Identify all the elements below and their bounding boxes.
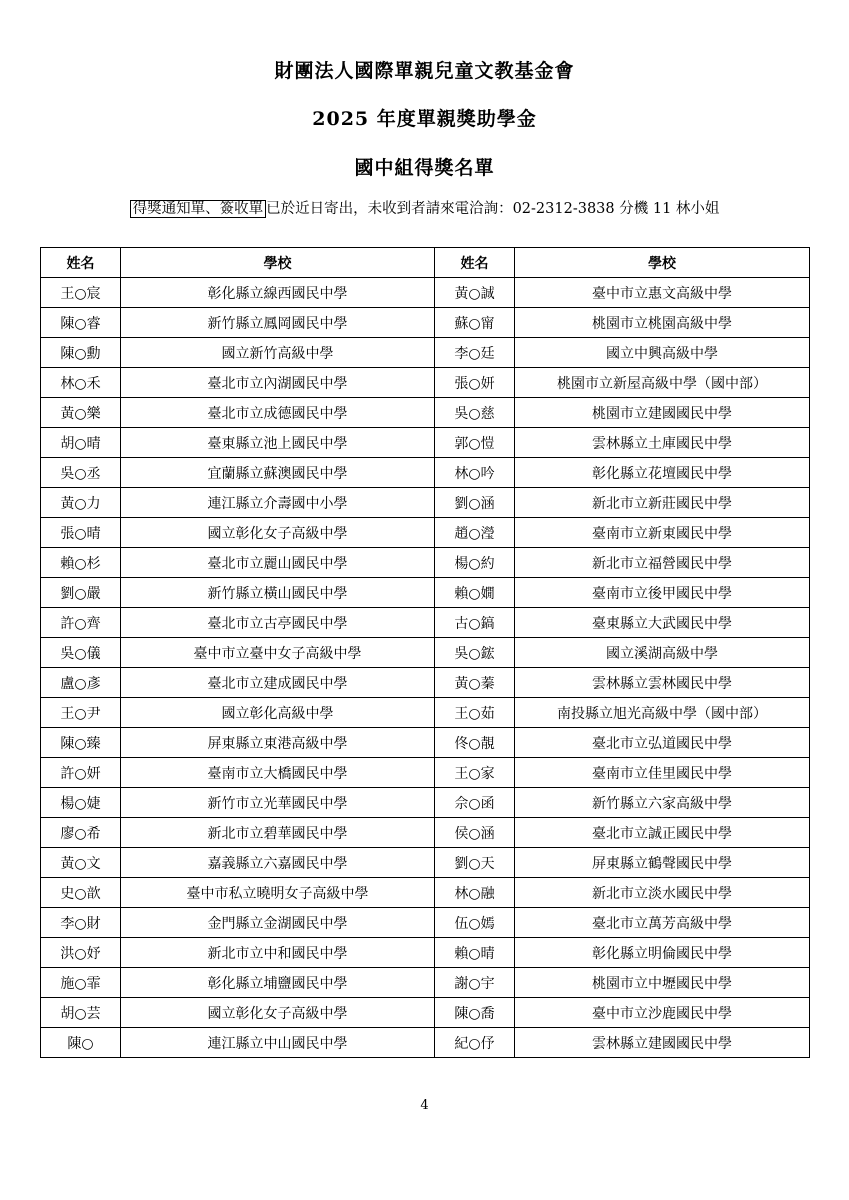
school-name: 桃園市立新屋高級中學（國中部） [515,368,810,398]
student-name: 賴○嫺 [435,578,515,608]
student-name: 王○尹 [41,698,121,728]
student-name: 楊○婕 [41,788,121,818]
school-name: 臺中市立臺中女子高級中學 [121,638,435,668]
school-name: 臺南市立後甲國民中學 [515,578,810,608]
school-name: 臺中市立惠文高級中學 [515,278,810,308]
school-name: 臺北市立誠正國民中學 [515,818,810,848]
school-name: 彰化縣立花壇國民中學 [515,458,810,488]
table-row [41,338,810,368]
table-row [41,728,810,758]
school-name: 雲林縣立土庫國民中學 [515,428,810,458]
student-name: 陳○臻 [41,728,121,758]
student-name: 胡○晴 [41,428,121,458]
student-name: 胡○芸 [41,998,121,1028]
student-name: 郭○愷 [435,428,515,458]
table-row [41,638,810,668]
school-name: 桃園市立建國國民中學 [515,398,810,428]
table-row [41,998,810,1028]
school-name: 桃園市立桃園高級中學 [515,308,810,338]
student-name: 吳○慈 [435,398,515,428]
table-row [41,1028,810,1058]
school-name: 新北市立中和國民中學 [121,938,435,968]
student-name: 佟○靚 [435,728,515,758]
student-name: 吳○儀 [41,638,121,668]
school-name: 臺南市立佳里國民中學 [515,758,810,788]
notice-text: 已於近日寄出，未收到者請來電洽詢：02-2312-3838 分機 11 林小姐 [266,201,720,217]
header-school-right: 學校 [515,248,810,278]
student-name: 賴○晴 [435,938,515,968]
school-name: 臺北市立內湖國民中學 [121,368,435,398]
table-row [41,908,810,938]
student-name: 佘○函 [435,788,515,818]
student-name: 施○霏 [41,968,121,998]
table-row [41,608,810,638]
school-name: 新北市立碧華國民中學 [121,818,435,848]
student-name: 趙○瀅 [435,518,515,548]
school-name: 雲林縣立雲林國民中學 [515,668,810,698]
student-name: 黃○樂 [41,398,121,428]
student-name: 林○禾 [41,368,121,398]
school-name: 臺北市立萬芳高級中學 [515,908,810,938]
school-name: 國立彰化高級中學 [121,698,435,728]
table-row [41,938,810,968]
school-name: 國立彰化女子高級中學 [121,998,435,1028]
school-name: 臺東縣立大武國民中學 [515,608,810,638]
school-name: 臺北市立成德國民中學 [121,398,435,428]
table-header-row [41,248,810,278]
table-row [41,758,810,788]
student-name: 伍○嫣 [435,908,515,938]
student-name: 黃○蓁 [435,668,515,698]
table-row [41,518,810,548]
student-name: 王○茹 [435,698,515,728]
student-name: 李○廷 [435,338,515,368]
table-row [41,488,810,518]
page-number: 4 [420,1098,429,1113]
student-name: 王○家 [435,758,515,788]
student-name: 黃○力 [41,488,121,518]
school-name: 嘉義縣立六嘉國民中學 [121,848,435,878]
school-name: 臺北市立古亭國民中學 [121,608,435,638]
school-name: 新北市立淡水國民中學 [515,878,810,908]
student-name: 謝○宇 [435,968,515,998]
table-row [41,818,810,848]
school-name: 臺東縣立池上國民中學 [121,428,435,458]
school-name: 桃園市立中壢國民中學 [515,968,810,998]
table-row [41,788,810,818]
student-name: 李○財 [41,908,121,938]
student-name: 吳○鋐 [435,638,515,668]
school-name: 連江縣立中山國民中學 [121,1028,435,1058]
table-body [41,278,810,1058]
student-name: 黃○文 [41,848,121,878]
school-name: 新竹縣立鳳岡國民中學 [121,308,435,338]
student-name: 張○妍 [435,368,515,398]
school-name: 新北市立新莊國民中學 [515,488,810,518]
student-name: 陳○睿 [41,308,121,338]
student-name: 許○齊 [41,608,121,638]
mailing-notice [0,197,849,218]
table-row [41,278,810,308]
student-name: 賴○杉 [41,548,121,578]
student-name: 侯○涵 [435,818,515,848]
table-row [41,878,810,908]
school-name: 國立溪湖高級中學 [515,638,810,668]
student-name: 劉○涵 [435,488,515,518]
school-name: 臺中市私立曉明女子高級中學 [121,878,435,908]
header-name-left: 姓名 [41,248,121,278]
student-name: 陳○勳 [41,338,121,368]
table-row [41,848,810,878]
student-name: 許○妍 [41,758,121,788]
student-name: 張○晴 [41,518,121,548]
header-school-left: 學校 [121,248,435,278]
school-name: 金門縣立金湖國民中學 [121,908,435,938]
table-row [41,458,810,488]
student-name: 楊○約 [435,548,515,578]
header-name-right: 姓名 [435,248,515,278]
school-name: 屏東縣立鶴聲國民中學 [515,848,810,878]
school-name: 雲林縣立建國國民中學 [515,1028,810,1058]
student-name: 盧○彥 [41,668,121,698]
table-row [41,308,810,338]
school-name: 彰化縣立線西國民中學 [121,278,435,308]
school-name: 新竹縣立六家高級中學 [515,788,810,818]
student-name: 史○歆 [41,878,121,908]
school-name: 臺北市立麗山國民中學 [121,548,435,578]
student-name: 古○鎬 [435,608,515,638]
table-row [41,398,810,428]
awardee-table [40,247,810,1058]
student-name: 吳○丞 [41,458,121,488]
school-name: 宜蘭縣立蘇澳國民中學 [121,458,435,488]
student-name: 廖○希 [41,818,121,848]
school-name: 臺北市立弘道國民中學 [515,728,810,758]
table-row [41,698,810,728]
student-name: 王○宸 [41,278,121,308]
school-name: 新竹縣立橫山國民中學 [121,578,435,608]
school-name: 彰化縣立明倫國民中學 [515,938,810,968]
student-name: 洪○妤 [41,938,121,968]
school-name: 新竹市立光華國民中學 [121,788,435,818]
school-name: 臺南市立大橋國民中學 [121,758,435,788]
school-name: 臺北市立建成國民中學 [121,668,435,698]
school-name: 國立新竹高級中學 [121,338,435,368]
notice-boxed-label: 得獎通知單、簽收單 [130,200,267,218]
table-row [41,548,810,578]
student-name: 林○融 [435,878,515,908]
school-name: 新北市立福營國民中學 [515,548,810,578]
table-row [41,368,810,398]
school-name: 國立彰化女子高級中學 [121,518,435,548]
school-name: 連江縣立介壽國中小學 [121,488,435,518]
student-name: 林○吟 [435,458,515,488]
table-row [41,668,810,698]
student-name: 陳○ [41,1028,121,1058]
school-name: 臺中市立沙鹿國民中學 [515,998,810,1028]
program-title: 2025 年度單親獎助學金 [312,108,537,130]
school-name: 屏東縣立東港高級中學 [121,728,435,758]
table-row [41,428,810,458]
list-title: 國中組得獎名單 [354,157,495,179]
student-name: 劉○嚴 [41,578,121,608]
school-name: 彰化縣立埔鹽國民中學 [121,968,435,998]
student-name: 劉○天 [435,848,515,878]
table-row [41,968,810,998]
student-name: 陳○喬 [435,998,515,1028]
school-name: 國立中興高級中學 [515,338,810,368]
table-row [41,578,810,608]
student-name: 黃○誠 [435,278,515,308]
organization-title: 財團法人國際單親兒童文教基金會 [274,60,575,82]
student-name: 蘇○甯 [435,308,515,338]
school-name: 臺南市立新東國民中學 [515,518,810,548]
student-name: 紀○伃 [435,1028,515,1058]
school-name: 南投縣立旭光高級中學（國中部） [515,698,810,728]
